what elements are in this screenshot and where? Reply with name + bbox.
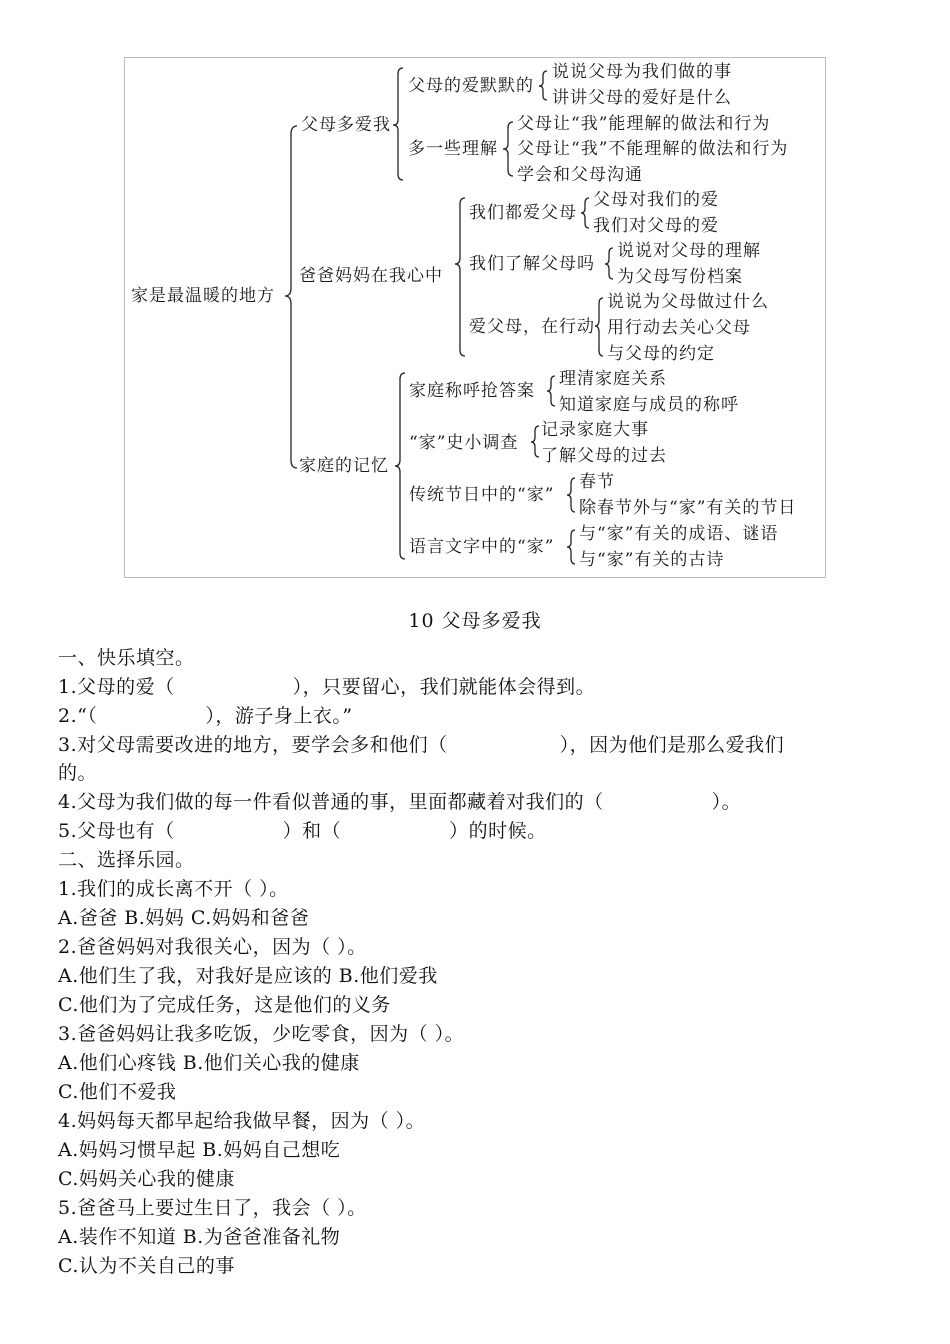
mm-l2-c4: 语言文字中的“家” [409, 537, 555, 557]
choice-question-1: 1.我们的成长离不开（ ）。 [58, 878, 289, 900]
mm-l3-b2-2: 为父母写份档案 [617, 267, 743, 287]
fill-question-5 [58, 819, 547, 843]
mm-l3-c4-1: 与“家”有关的成语、谜语 [579, 524, 779, 544]
q4-suffix: ）。 [711, 791, 742, 813]
bracket-root [285, 126, 297, 468]
choice-q5-option-c: C.认为不关自己的事 [58, 1255, 235, 1277]
q4-prefix: 4.父母为我们做的每一件看似普通的事，里面都藏着对我们的（ [58, 791, 604, 813]
mm-l3-c1-2: 知道家庭与成员的称呼 [559, 395, 739, 415]
mm-l3-b3-3: 与父母的约定 [607, 344, 715, 364]
section2-heading: 二、选择乐园。 [58, 849, 195, 871]
fill-question-3-cont: 的。 [58, 762, 98, 784]
choice-question-4: 4.妈妈每天都早起给我做早餐，因为（ ）。 [58, 1110, 426, 1132]
q5-middle: ）和（ [282, 820, 342, 842]
bracket-l2-b2 [605, 248, 613, 279]
q3-suffix: ），因为他们是那么爱我们 [559, 734, 785, 756]
fill-question-4 [58, 790, 741, 814]
bracket-l1-a [393, 68, 403, 180]
choice-question-5: 5.爸爸马上要过生日了，我会（ ）。 [58, 1197, 367, 1219]
mm-l2-a2: 多一些理解 [408, 139, 498, 159]
mm-l3-b2-1: 说说对父母的理解 [617, 241, 761, 261]
mm-l3-c1-1: 理清家庭关系 [559, 369, 667, 389]
mm-l2-c1: 家庭称呼抢答案 [409, 381, 535, 401]
bracket-l2-c4 [567, 530, 575, 564]
q3-prefix: 3.对父母需要改进的地方，要学会多和他们（ [58, 734, 448, 756]
mm-l2-b1: 我们都爱父母 [469, 203, 577, 223]
mm-l3-c3-2: 除春节外与“家”有关的节日 [579, 498, 797, 518]
q5-prefix: 5.父母也有（ [58, 820, 175, 842]
choice-q4-option-c: C.妈妈关心我的健康 [58, 1168, 235, 1190]
choice-question-2: 2.爸爸妈妈对我很关心，因为（ ）。 [58, 936, 367, 958]
mm-l3-b1-2: 我们对父母的爱 [593, 216, 719, 236]
choice-q4-options-ab: A.妈妈习惯早起 B.妈妈自己想吃 [58, 1139, 341, 1161]
mm-l3-b3-1: 说说为父母做过什么 [607, 292, 769, 312]
mm-l3-a1-1: 说说父母为我们做的事 [552, 62, 732, 82]
q1-prefix: 1.父母的爱（ [58, 676, 175, 698]
mm-l3-c2-2: 了解父母的过去 [541, 446, 667, 466]
choice-q2-option-c: C.他们为了完成任务，这是他们的义务 [58, 994, 391, 1016]
section1-heading: 一、快乐填空。 [58, 647, 195, 669]
bracket-l2-b3 [595, 298, 603, 356]
bracket-l2-c2 [531, 426, 539, 457]
choice-q1-options: A.爸爸 B.妈妈 C.妈妈和爸爸 [58, 907, 310, 929]
choice-q5-options-ab: A.装作不知道 B.为爸爸准备礼物 [58, 1226, 341, 1248]
mm-l3-c3-1: 春节 [579, 472, 615, 492]
mm-l2-a1: 父母的爱默默的 [408, 76, 534, 96]
mm-l3-b1-1: 父母对我们的爱 [593, 190, 719, 210]
choice-q3-option-c: C.他们不爱我 [58, 1081, 177, 1103]
q1-suffix: ），只要留心，我们就能体会得到。 [292, 676, 596, 698]
bracket-l2-a2 [503, 122, 513, 176]
mm-l3-b3-2: 用行动去关心父母 [607, 318, 751, 338]
bracket-l2-a1 [539, 71, 547, 100]
mm-l2-b2: 我们了解父母吗 [469, 254, 595, 274]
fill-question-2 [58, 704, 353, 728]
lesson-title: 10 父母多爱我 [408, 610, 542, 632]
choice-q3-options-ab: A.他们心疼钱 B.他们关心我的健康 [58, 1052, 360, 1074]
bracket-l2-b1 [581, 198, 589, 228]
bracket-l1-b [455, 198, 465, 356]
mm-root: 家是最温暖的地方 [131, 286, 275, 306]
mm-l3-a2-1: 父母让“我”能理解的做法和行为 [517, 114, 771, 134]
q2-prefix: 2.“（ [58, 705, 98, 727]
mm-l2-c2: “家”史小调查 [409, 433, 519, 453]
q2-suffix: ），游子身上衣。” [205, 705, 353, 727]
bracket-l2-c3 [567, 478, 575, 512]
choice-question-3: 3.爸爸妈妈让我多吃饭，少吃零食，因为（ ）。 [58, 1023, 465, 1045]
mm-l3-c4-2: 与“家”有关的古诗 [579, 550, 725, 570]
fill-question-3 [58, 733, 784, 757]
mm-l3-a2-2: 父母让“我”不能理解的做法和行为 [517, 139, 789, 159]
mm-l1-b: 爸爸妈妈在我心中 [299, 266, 443, 286]
choice-q2-options-ab: A.他们生了我，对我好是应该的 B.他们爱我 [58, 965, 438, 987]
fill-question-1 [58, 675, 595, 699]
mind-map [124, 57, 826, 578]
bracket-l1-c [395, 373, 405, 559]
mm-l3-a1-2: 讲讲父母的爱好是什么 [552, 88, 732, 108]
q5-suffix: ）的时候。 [449, 820, 547, 842]
mm-l3-c2-1: 记录家庭大事 [541, 420, 649, 440]
bracket-l2-c1 [547, 376, 555, 406]
mm-l2-c3: 传统节日中的“家” [409, 485, 555, 505]
mm-l3-a2-3: 学会和父母沟通 [517, 165, 643, 185]
mm-l2-b3: 爱父母，在行动 [469, 317, 595, 337]
mm-l1-a: 父母多爱我 [301, 115, 391, 135]
mm-l1-c: 家庭的记忆 [299, 456, 389, 476]
